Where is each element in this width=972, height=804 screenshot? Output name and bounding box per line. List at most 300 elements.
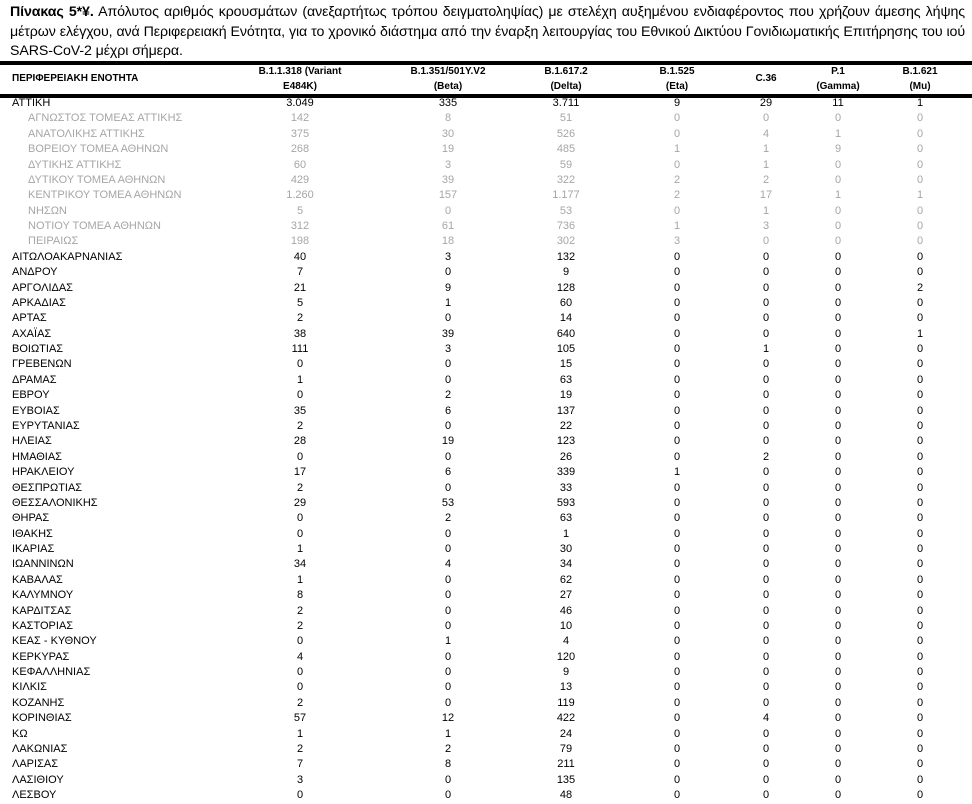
table-row [0,727,972,742]
case-count: 2 [673,173,681,186]
case-count: 0 [916,727,924,740]
case-count: 2 [762,173,770,186]
case-count: 0 [834,758,842,771]
region-name: ΑΧΑΪΑΣ [12,327,52,340]
case-count: 0 [834,512,842,525]
case-count: 0 [673,327,681,340]
case-count: 105 [556,343,576,356]
case-count: 3 [296,773,304,786]
case-count: 1 [673,143,681,156]
case-count: 0 [916,450,924,463]
case-count: 0 [444,789,452,802]
case-count: 0 [834,389,842,402]
case-count: 0 [673,343,681,356]
case-count: 1 [916,189,924,202]
case-count: 9 [834,143,842,156]
case-count: 12 [441,712,455,725]
case-count: 736 [556,220,576,233]
case-count: 33 [559,481,573,494]
case-count: 8 [296,589,304,602]
table-row [0,696,972,711]
case-count: 2 [444,389,452,402]
case-count: 0 [834,789,842,802]
case-count: 0 [673,742,681,755]
case-count: 0 [916,143,924,156]
case-count: 0 [916,789,924,802]
column-header [506,64,626,94]
table-caption [10,3,965,62]
case-count: 0 [916,204,924,217]
case-count: 0 [916,373,924,386]
case-count: 9 [673,97,681,109]
case-count: 0 [834,250,842,263]
table-row [0,711,972,726]
column-header [388,64,508,94]
header-line1: P.1 [831,66,845,77]
case-count: 35 [293,404,307,417]
case-count: 0 [762,650,770,663]
table-row [0,265,972,280]
case-count: 0 [673,204,681,217]
region-name: ΗΜΑΘΙΑΣ [12,450,62,463]
case-count: 0 [834,696,842,709]
sub-region-row [0,188,972,203]
case-count: 137 [556,404,576,417]
case-count: 0 [673,681,681,694]
case-count: 0 [673,589,681,602]
table-row [0,250,972,265]
case-count: 0 [834,496,842,509]
sub-region-row [0,173,972,188]
case-count: 0 [762,312,770,325]
case-count: 0 [916,696,924,709]
table-row [0,527,972,542]
case-count: 0 [916,112,924,125]
case-count: 0 [916,573,924,586]
case-count: 0 [916,758,924,771]
case-count: 0 [834,112,842,125]
case-count: 53 [441,496,455,509]
case-count: 0 [834,235,842,248]
case-count: 640 [556,327,576,340]
case-count: 0 [444,312,452,325]
header-line2: (Mu) [909,81,931,92]
case-count: 0 [296,358,304,371]
case-count: 0 [916,404,924,417]
case-count: 0 [762,573,770,586]
case-count: 1 [296,573,304,586]
case-count: 2 [296,481,304,494]
case-count: 1 [762,158,770,171]
column-header [860,64,972,94]
case-count: 0 [673,358,681,371]
sub-region-row [0,158,972,173]
case-count: 17 [293,466,307,479]
case-count: 0 [296,789,304,802]
case-count: 0 [444,373,452,386]
case-count: 0 [673,158,681,171]
case-count: 0 [673,404,681,417]
caption-label: Πίνακας 5*¥. [10,4,94,20]
case-count: 0 [296,450,304,463]
table-row [0,327,972,342]
case-count: 30 [559,543,573,556]
case-count: 0 [444,619,452,632]
case-count: 0 [834,435,842,448]
case-count: 13 [559,681,573,694]
case-count: 0 [916,296,924,309]
case-count: 0 [762,742,770,755]
case-count: 1 [762,204,770,217]
case-count: 4 [444,558,452,571]
table-row [0,388,972,403]
case-count: 0 [444,650,452,663]
table-row [0,311,972,326]
case-count: 0 [762,696,770,709]
case-count: 1.177 [552,189,580,202]
case-count: 0 [673,281,681,294]
case-count: 21 [293,281,307,294]
region-name: ΕΒΡΟΥ [12,389,50,402]
case-count: 0 [673,666,681,679]
case-count: 0 [673,373,681,386]
case-count: 0 [444,543,452,556]
region-name: ΑΝΑΤΟΛΙΚΗΣ ΑΤΤΙΚΗΣ [28,127,145,140]
case-count: 0 [762,681,770,694]
case-count: 1 [916,97,924,109]
case-count: 0 [916,389,924,402]
case-count: 0 [762,235,770,248]
case-count: 0 [762,481,770,494]
case-count: 0 [762,112,770,125]
case-count: 62 [559,573,573,586]
case-count: 0 [444,358,452,371]
case-count: 0 [834,158,842,171]
case-count: 0 [762,758,770,771]
header-line2: (Delta) [550,81,582,92]
case-count: 18 [441,235,455,248]
header-line2: E484K) [283,81,317,92]
case-count: 0 [673,312,681,325]
table-row [0,342,972,357]
case-count: 2 [296,742,304,755]
case-count: 17 [759,189,773,202]
case-count: 0 [444,604,452,617]
case-count: 0 [296,666,304,679]
case-count: 0 [444,481,452,494]
case-count: 0 [762,635,770,648]
table-row [0,496,972,511]
table-row [0,419,972,434]
table-row [0,96,972,111]
case-count: 0 [834,666,842,679]
sub-region-row [0,111,972,126]
case-count: 3 [762,220,770,233]
column-header [12,71,138,86]
case-count: 1 [444,635,452,648]
case-count: 2 [296,619,304,632]
case-count: 0 [673,543,681,556]
case-count: 0 [762,296,770,309]
case-count: 34 [559,558,573,571]
case-count: 0 [916,635,924,648]
region-name: ΚΕΦΑΛΛΗΝΙΑΣ [12,666,91,679]
header-line1: ΠΕΡΙΦΕΡΕΙΑΚΗ ΕΝΟΤΗΤΑ [12,73,139,84]
table-row [0,619,972,634]
case-count: 26 [559,450,573,463]
table-row [0,742,972,757]
case-count: 0 [834,635,842,648]
case-count: 0 [444,696,452,709]
case-count: 0 [673,389,681,402]
case-count: 1 [444,727,452,740]
case-count: 0 [673,558,681,571]
case-count: 0 [762,250,770,263]
case-count: 0 [834,220,842,233]
case-count: 0 [762,543,770,556]
case-count: 0 [673,727,681,740]
case-count: 2 [762,450,770,463]
case-count: 0 [916,543,924,556]
case-count: 0 [762,404,770,417]
case-count: 0 [296,635,304,648]
case-count: 0 [916,681,924,694]
case-count: 0 [673,635,681,648]
case-count: 0 [673,112,681,125]
case-count: 2 [673,189,681,202]
table-row [0,680,972,695]
case-count: 0 [834,173,842,186]
case-count: 0 [673,527,681,540]
case-count: 61 [441,220,455,233]
region-name: ΚΟΡΙΝΘΙΑΣ [12,712,72,725]
case-count: 0 [673,650,681,663]
case-count: 22 [559,419,573,432]
case-count: 0 [916,496,924,509]
case-count: 0 [673,419,681,432]
case-count: 0 [673,127,681,140]
case-count: 40 [293,250,307,263]
case-count: 0 [762,512,770,525]
header-line1: B.1.621 [902,66,938,77]
case-count: 0 [762,435,770,448]
region-name: ΕΥΒΟΙΑΣ [12,404,60,417]
case-count: 0 [673,266,681,279]
case-count: 0 [834,358,842,371]
header-line1: C.36 [755,73,777,84]
case-count: 0 [444,419,452,432]
case-count: 0 [444,527,452,540]
case-count: 593 [556,496,576,509]
case-count: 3 [673,235,681,248]
case-count: 0 [762,589,770,602]
region-name: ΑΡΚΑΔΙΑΣ [12,296,66,309]
case-count: 0 [916,773,924,786]
table-row [0,757,972,772]
case-count: 0 [916,435,924,448]
case-count: 4 [762,127,770,140]
region-name: ΓΡΕΒΕΝΩΝ [12,358,72,371]
header-line1: B.1.617.2 [544,66,588,77]
region-name: ΙΘΑΚΗΣ [12,527,53,540]
region-name: ΗΡΑΚΛΕΙΟΥ [12,466,75,479]
case-count: 9 [444,281,452,294]
case-count: 0 [673,604,681,617]
case-count: 0 [916,158,924,171]
case-count: 0 [762,466,770,479]
region-name: ΚΕΡΚΥΡΑΣ [12,650,70,663]
case-count: 0 [834,450,842,463]
table-row [0,481,972,496]
case-count: 0 [916,220,924,233]
case-count: 312 [290,220,310,233]
table-row [0,434,972,449]
case-count: 0 [834,327,842,340]
case-count: 0 [834,281,842,294]
case-count: 429 [290,173,310,186]
case-count: 0 [916,619,924,632]
case-count: 1 [562,527,570,540]
case-count: 8 [444,758,452,771]
case-count: 0 [444,681,452,694]
case-count: 2 [444,742,452,755]
case-count: 1 [296,543,304,556]
region-name: ΒΟΙΩΤΙΑΣ [12,343,64,356]
case-count: 0 [762,389,770,402]
case-count: 1 [834,189,842,202]
region-name: ΚΑΒΑΛΑΣ [12,573,63,586]
case-count: 2 [916,281,924,294]
table-row [0,604,972,619]
case-count: 0 [673,773,681,786]
case-count: 7 [296,758,304,771]
case-count: 120 [556,650,576,663]
region-name: ΔΥΤΙΚΗΣ ΑΤΤΙΚΗΣ [28,158,122,171]
case-count: 0 [834,558,842,571]
case-count: 0 [444,266,452,279]
table-row [0,788,972,803]
case-count: 0 [834,481,842,494]
case-count: 0 [834,619,842,632]
case-count: 0 [673,481,681,494]
case-count: 339 [556,466,576,479]
case-count: 4 [296,650,304,663]
case-count: 0 [834,204,842,217]
case-count: 135 [556,773,576,786]
case-count: 39 [441,327,455,340]
region-name: ΚΩ [12,727,28,740]
case-count: 211 [557,758,575,771]
table-row [0,281,972,296]
case-count: 38 [293,327,307,340]
header-line2: (Beta) [433,81,463,92]
case-count: 0 [916,712,924,725]
region-name: ΛΑΡΙΣΑΣ [12,758,59,771]
table-row [0,542,972,557]
case-count: 0 [673,789,681,802]
case-count: 0 [762,358,770,371]
region-name: ΠΕΙΡΑΙΩΣ [28,235,79,248]
case-count: 0 [916,604,924,617]
header-line1: B.1.525 [659,66,695,77]
case-count: 2 [296,696,304,709]
case-count: 0 [762,773,770,786]
case-count: 0 [762,789,770,802]
region-name: ΝΟΤΙΟΥ ΤΟΜΕΑ ΑΘΗΝΩΝ [28,220,161,233]
case-count: 1 [834,127,842,140]
case-count: 59 [559,158,573,171]
case-count: 0 [296,512,304,525]
case-count: 0 [673,496,681,509]
case-count: 0 [762,604,770,617]
table-row [0,665,972,680]
case-count: 1 [916,327,924,340]
region-name: ΛΑΚΩΝΙΑΣ [12,742,68,755]
case-count: 2 [296,604,304,617]
case-count: 0 [834,727,842,740]
case-count: 19 [441,435,455,448]
case-count: 322 [556,173,576,186]
region-name: ΒΟΡΕΙΟΥ ΤΟΜΕΑ ΑΘΗΝΩΝ [28,143,169,156]
case-count: 0 [444,773,452,786]
table-row [0,357,972,372]
region-name: ΚΑΛΥΜΝΟΥ [12,589,74,602]
region-name: ΑΡΤΑΣ [12,312,47,325]
case-count: 0 [916,343,924,356]
case-count: 0 [673,450,681,463]
case-count: 0 [916,250,924,263]
case-count: 7 [296,266,304,279]
region-name: ΛΕΣΒΟΥ [12,789,57,802]
case-count: 34 [293,558,307,571]
case-count: 0 [916,527,924,540]
region-name: ΑΙΤΩΛΟΑΚΑΡΝΑΝΙΑΣ [12,250,123,263]
case-count: 0 [916,127,924,140]
case-count: 0 [762,527,770,540]
region-name: ΑΝΔΡΟΥ [12,266,58,279]
table-row [0,650,972,665]
region-name: ΕΥΡΥΤΑΝΙΑΣ [12,419,80,432]
case-count: 0 [834,773,842,786]
case-count: 60 [293,158,307,171]
case-count: 302 [556,235,576,248]
case-count: 0 [762,496,770,509]
region-name: ΑΓΝΩΣΤΟΣ ΤΟΜΕΑΣ ΑΤΤΙΚΗΣ [28,112,183,125]
case-count: 123 [556,435,576,448]
case-count: 79 [559,742,573,755]
case-count: 0 [834,466,842,479]
case-count: 0 [762,666,770,679]
case-count: 11 [832,97,844,109]
case-count: 0 [673,573,681,586]
header-line2: (Eta) [665,81,689,92]
case-count: 14 [559,312,573,325]
case-count: 3.711 [552,97,580,109]
region-name: ΑΡΓΟΛΙΔΑΣ [12,281,73,294]
table-row [0,634,972,649]
case-count: 63 [559,373,573,386]
case-count: 0 [834,712,842,725]
table-row [0,373,972,388]
case-count: 28 [293,435,307,448]
case-count: 0 [762,619,770,632]
sub-region-row [0,127,972,142]
table-row [0,573,972,588]
case-count: 0 [762,373,770,386]
case-count: 0 [834,681,842,694]
case-count: 1 [673,466,681,479]
case-count: 19 [441,143,455,156]
